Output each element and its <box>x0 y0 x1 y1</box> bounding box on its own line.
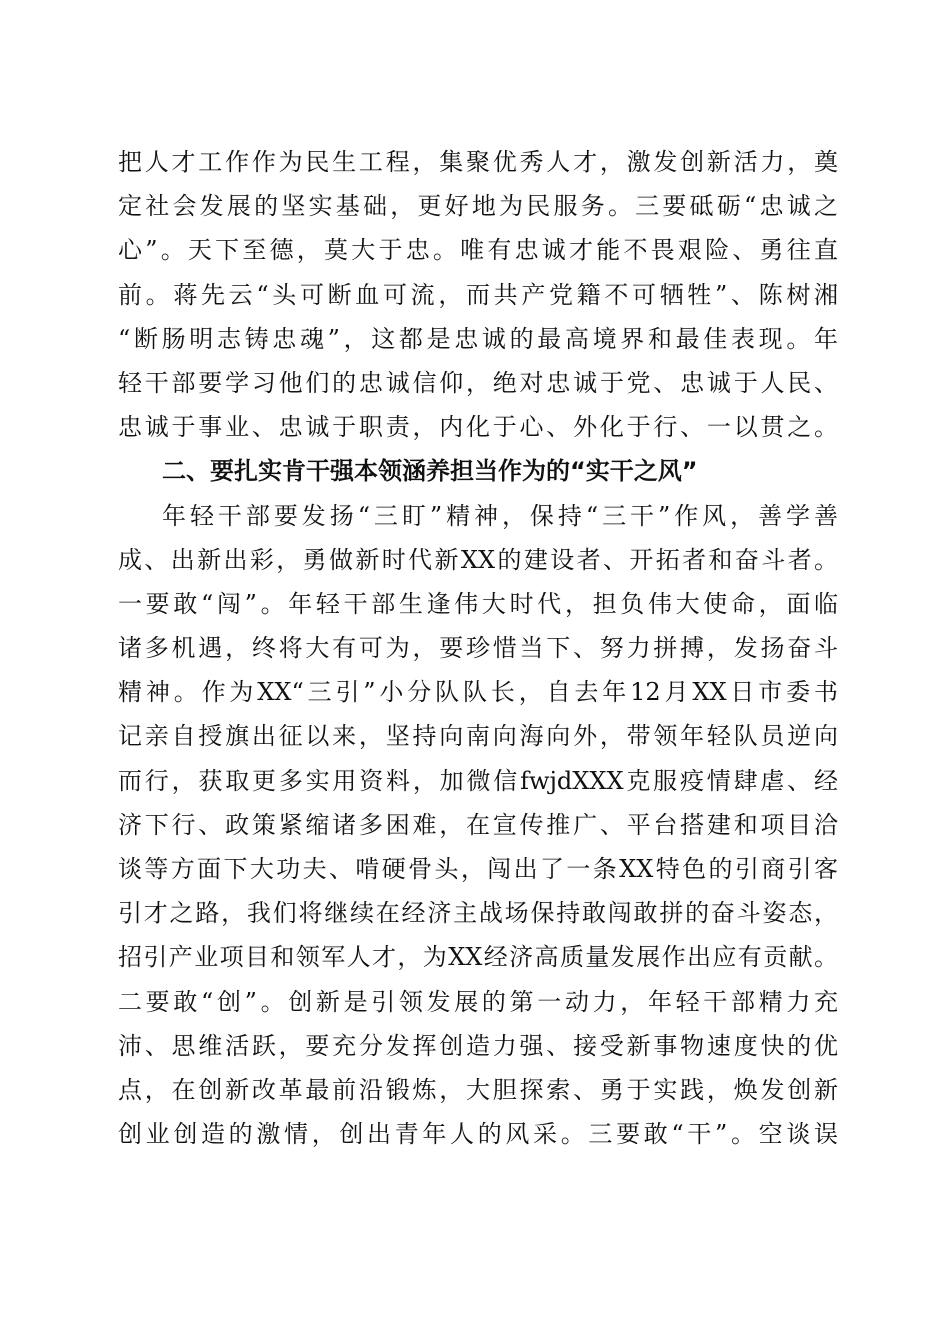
text-line: 点，在创新改革最前沿锻炼，大胆探索、勇于实践，焕发创新 <box>118 1075 838 1104</box>
text-line: 诸多机遇，终将大有可为，要珍惜当下、努力拼搏，发扬奋斗 <box>118 634 838 663</box>
text-line: 定社会发展的坚实基础，更好地为民服务。三要砥砺“忠诚之 <box>118 192 838 221</box>
text-line: 谈等方面下大功夫、啃硬骨头，闯出了一条XX特色的引商引客 <box>118 855 838 883</box>
text-line: 忠诚于事业、忠诚于职责，内化于心、外化于行、一以贯之。 <box>118 413 838 442</box>
text-line: 招引产业项目和领军人才，为XX经济高质量发展作出应有贡献。 <box>118 943 838 972</box>
text-line: 把人才工作作为民生工程，集聚优秀人才，激发创新活力，奠 <box>118 148 838 176</box>
text-line: 一要敢“闯”。年轻干部生逢伟大时代，担负伟大使命，面临 <box>118 589 838 618</box>
text-line: 记亲自授旗出征以来，坚持向南向海向外，带领年轻队员逆向 <box>118 722 838 751</box>
text-line: 济下行、政策紧缩诸多困难，在宣传推广、平台搭建和项目洽 <box>118 810 838 839</box>
text-line: 前。蒋先云“头可断血可流，而共产党籍不可牺牲”、陈树湘 <box>118 280 838 309</box>
text-line: “断肠明志铸忠魂”，这都是忠诚的最高境界和最佳表现。年 <box>118 324 838 353</box>
document-body <box>118 140 838 1156</box>
text-line: 引才之路，我们将继续在经济主战场保持敢闯敢拼的奋斗姿态， <box>118 899 838 928</box>
text-line: 二要敢“创”。创新是引领发展的第一动力，年轻干部精力充 <box>118 987 838 1016</box>
text-line: 年轻干部要发扬“三盯”精神，保持“三干”作风，善学善 <box>162 501 838 530</box>
text-line: 成、出新出彩，勇做新时代新XX的建设者、开拓者和奋斗者。 <box>118 545 838 574</box>
text-line: 心”。天下至德，莫大于忠。唯有忠诚才能不畏艰险、勇往直 <box>118 236 838 265</box>
section-heading: 二、要扎实肯干强本领涵养担当作为的“实干之风” <box>162 457 698 486</box>
text-line: 轻干部要学习他们的忠诚信仰，绝对忠诚于党、忠诚于人民、 <box>118 368 838 397</box>
text-line: 创业创造的激情，创出青年人的风采。三要敢“干”。空谈误 <box>118 1120 838 1149</box>
text-line: 而行，获取更多实用资料，加微信fwjdXXX克服疫情肆虐、经 <box>118 766 838 795</box>
text-line: 精神。作为XX“三引”小分队队长，自去年12月XX日市委书 <box>118 678 838 707</box>
text-line: 沛、思维活跃，要充分发挥创造力强、接受新事物速度快的优 <box>118 1031 838 1060</box>
